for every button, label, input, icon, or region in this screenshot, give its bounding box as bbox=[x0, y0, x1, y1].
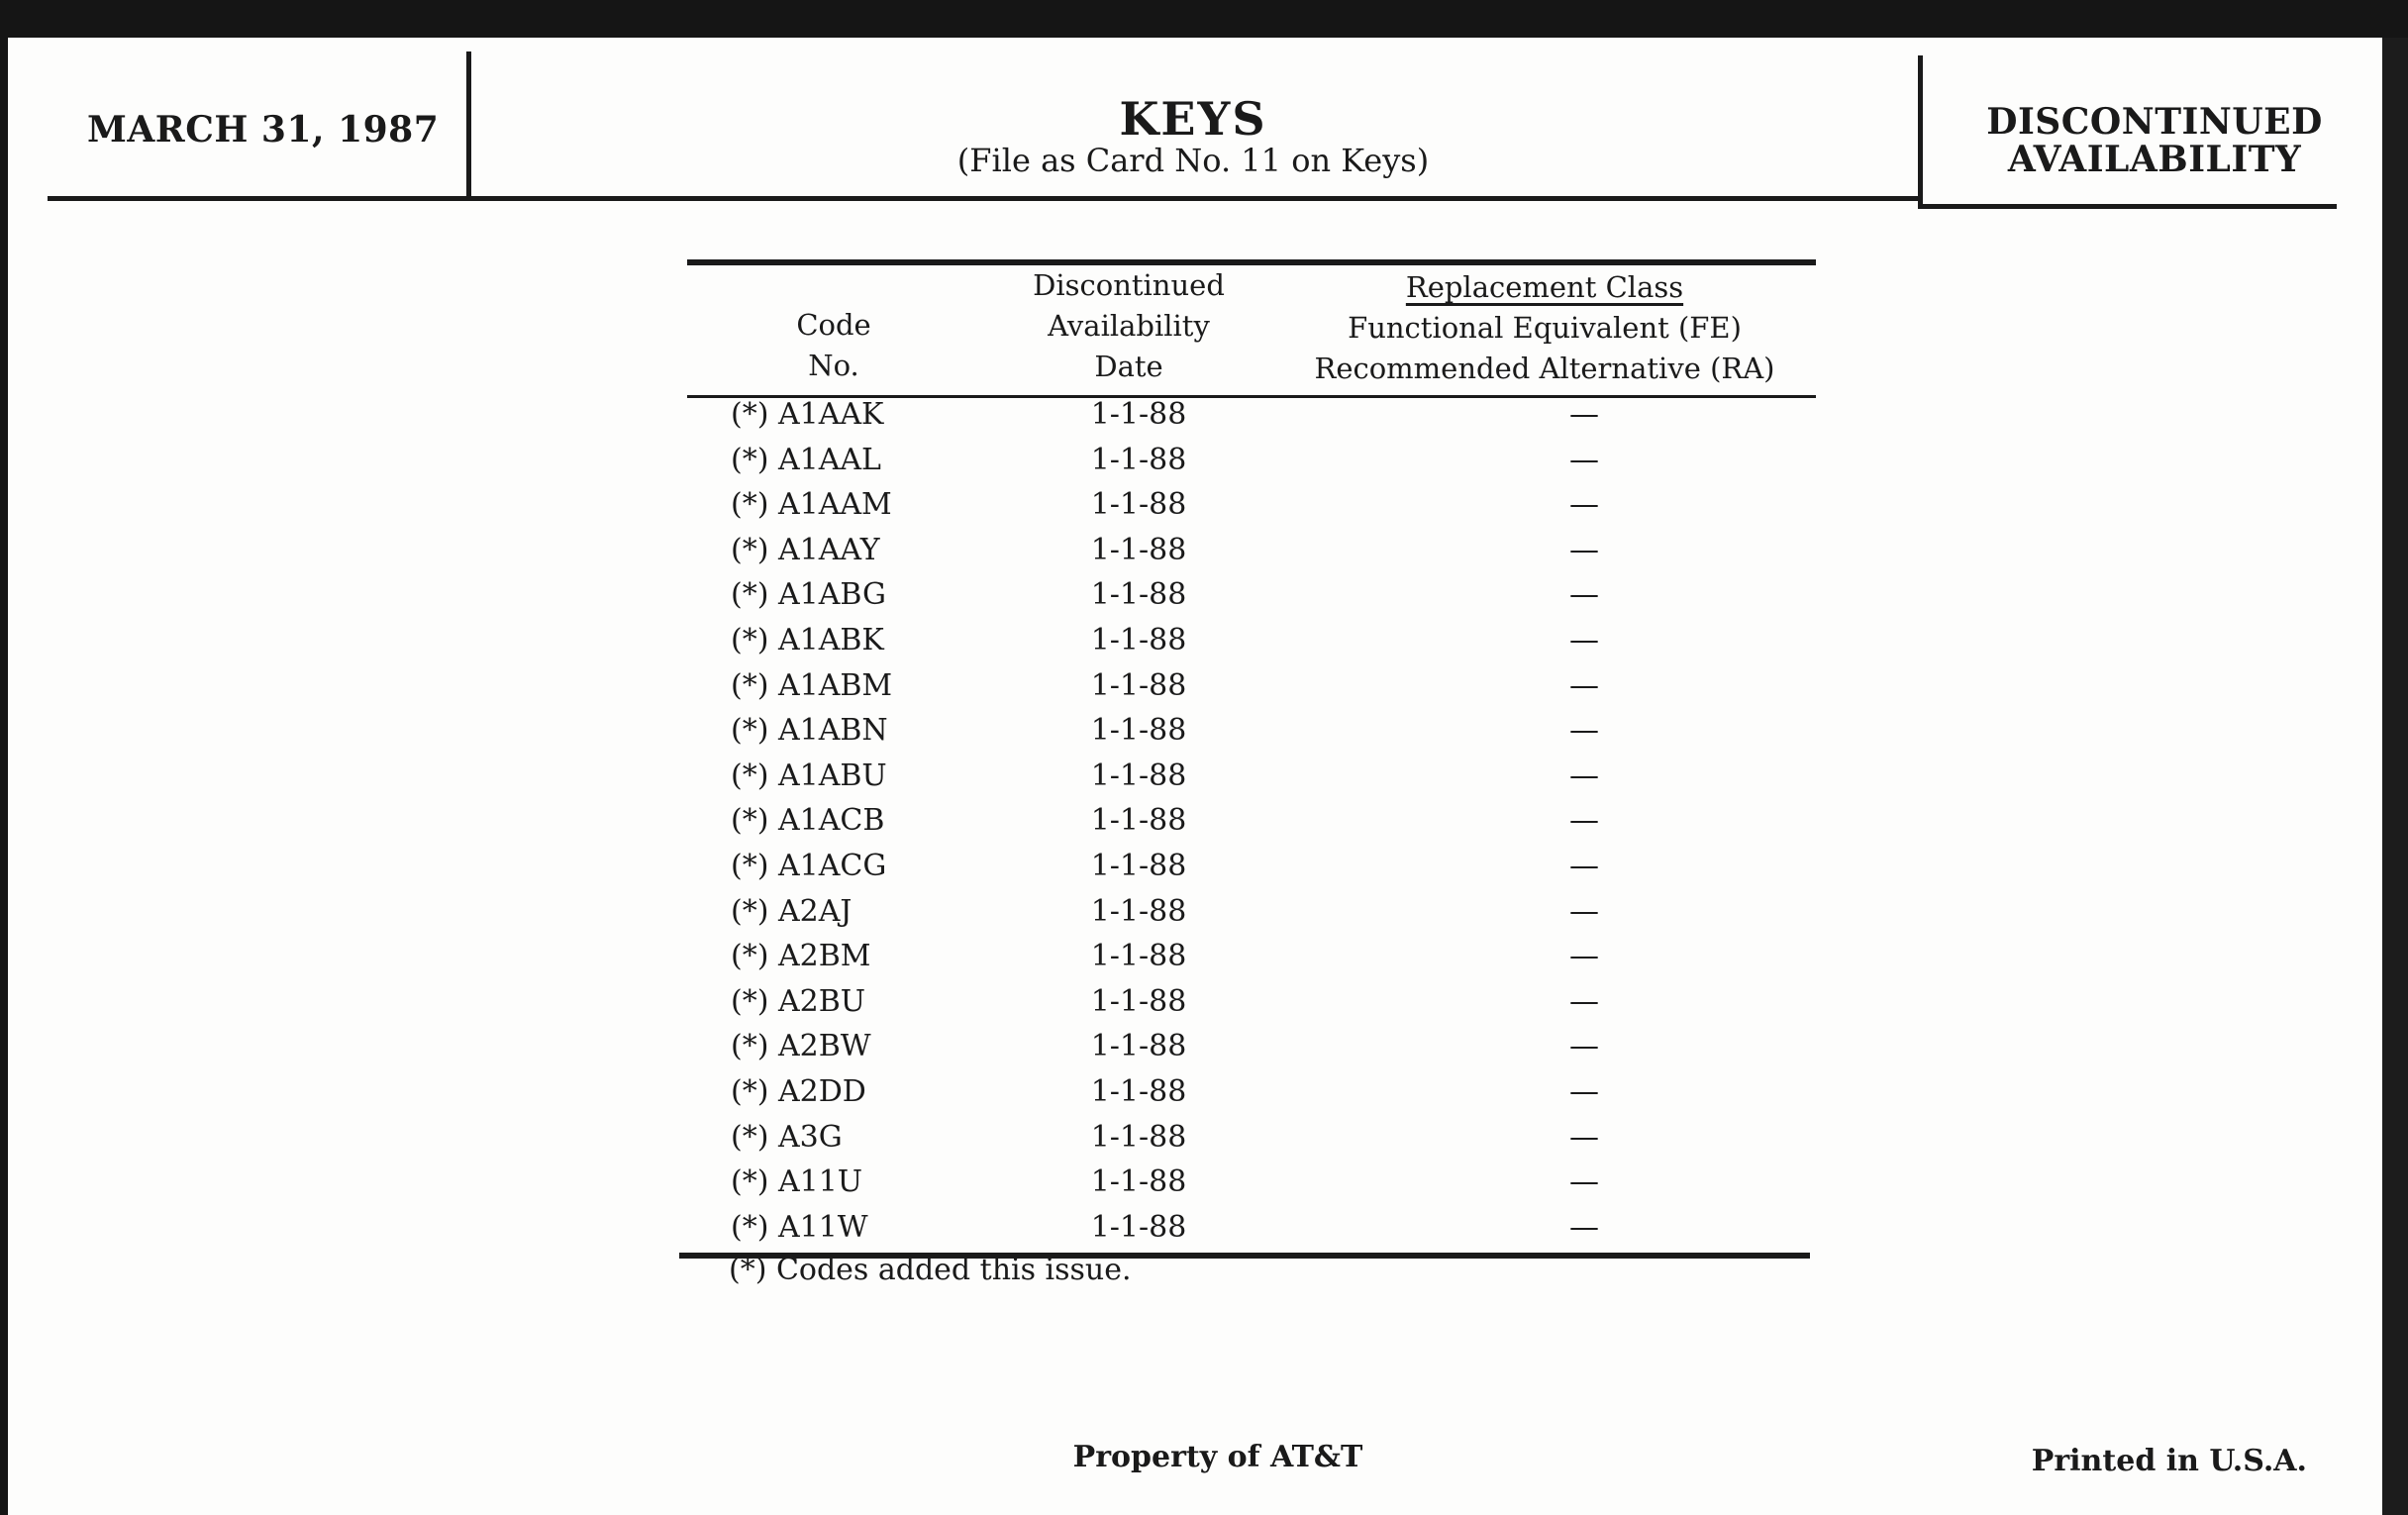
header-rule-left bbox=[48, 196, 1923, 201]
page-subtitle: (File as Card No. 11 on Keys) bbox=[956, 142, 1430, 179]
replacement-cell: — bbox=[1569, 1164, 1599, 1200]
code-cell: (*) A2BU bbox=[731, 983, 866, 1019]
column-header-code: Code No. bbox=[796, 308, 871, 382]
date-cell: 1-1-88 bbox=[1090, 487, 1187, 523]
category-label bbox=[1927, 103, 2382, 178]
date-cell: 1-1-88 bbox=[1090, 939, 1187, 974]
code-cell: (*) A2BW bbox=[731, 1029, 871, 1064]
date-cell: 1-1-88 bbox=[1090, 849, 1187, 883]
printed-notice: Printed in U.S.A. bbox=[2031, 1444, 2307, 1478]
page-title: KEYS bbox=[1119, 92, 1267, 146]
date-cell: 1-1-88 bbox=[1090, 713, 1187, 749]
date-cell: 1-1-88 bbox=[1090, 1164, 1187, 1200]
replacement-cell: — bbox=[1569, 532, 1599, 567]
date-cell: 1-1-88 bbox=[1090, 667, 1187, 703]
date-cell: 1-1-88 bbox=[1090, 397, 1187, 432]
date-cell: 1-1-88 bbox=[1090, 983, 1187, 1019]
replacement-cell: — bbox=[1569, 713, 1599, 749]
replacement-cell: — bbox=[1569, 397, 1599, 432]
date-cell: 1-1-88 bbox=[1090, 1119, 1187, 1155]
date-cell: 1-1-88 bbox=[1090, 577, 1187, 613]
date-cell: 1-1-88 bbox=[1090, 803, 1187, 839]
replacement-cell: — bbox=[1569, 983, 1599, 1019]
header-divider-right bbox=[1918, 55, 1923, 204]
code-cell: (*) A2AJ bbox=[731, 893, 853, 929]
date-cell: 1-1-88 bbox=[1090, 442, 1187, 477]
code-cell: (*) A1ACB bbox=[731, 803, 885, 839]
replacement-cell: — bbox=[1569, 849, 1599, 883]
date-cell: 1-1-88 bbox=[1090, 1074, 1187, 1109]
replacement-cell: — bbox=[1569, 1074, 1599, 1109]
date-cell: 1-1-88 bbox=[1090, 1209, 1187, 1245]
code-cell: (*) A11W bbox=[731, 1209, 868, 1245]
code-cell: (*) A1AAK bbox=[731, 397, 884, 432]
replacement-cell: — bbox=[1569, 1119, 1599, 1155]
replacement-cell: — bbox=[1569, 487, 1599, 523]
code-cell: (*) A3G bbox=[731, 1119, 843, 1155]
replacement-cell: — bbox=[1569, 623, 1599, 657]
replacement-cell: — bbox=[1569, 893, 1599, 929]
date-cell: 1-1-88 bbox=[1090, 623, 1187, 657]
code-cell: (*) A1ABM bbox=[731, 667, 893, 703]
date-cell: 1-1-88 bbox=[1090, 1029, 1187, 1064]
replacement-cell: — bbox=[1569, 939, 1599, 974]
code-cell: (*) A1AAY bbox=[731, 532, 880, 567]
code-cell: (*) A1AAL bbox=[731, 442, 881, 477]
property-notice: Property of AT&T bbox=[1072, 1440, 1363, 1474]
category-line-2: AVAILABILITY bbox=[2007, 139, 2302, 180]
code-cell: (*) A2BM bbox=[731, 939, 871, 974]
replacement-cell: — bbox=[1569, 1029, 1599, 1064]
header-rule-right bbox=[1918, 204, 2337, 209]
code-cell: (*) A1ABK bbox=[731, 623, 884, 657]
code-cell: (*) A1ABU bbox=[731, 758, 887, 793]
code-cell: (*) A2DD bbox=[731, 1074, 866, 1109]
issue-date: MARCH 31, 1987 bbox=[87, 109, 440, 151]
column-header-discontinued-date: Discontinued Availability Date bbox=[1033, 268, 1225, 383]
scan-border bbox=[2382, 38, 2408, 1515]
date-cell: 1-1-88 bbox=[1090, 893, 1187, 929]
replacement-cell: — bbox=[1569, 803, 1599, 839]
code-cell: (*) A1ABG bbox=[731, 577, 886, 613]
code-cell: (*) A1ABN bbox=[731, 713, 888, 749]
replacement-cell: — bbox=[1569, 577, 1599, 613]
date-cell: 1-1-88 bbox=[1090, 532, 1187, 567]
category-line-1: DISCONTINUED bbox=[1986, 101, 2323, 143]
date-cell: 1-1-88 bbox=[1090, 758, 1187, 793]
replacement-cell: — bbox=[1569, 442, 1599, 477]
replacement-cell: — bbox=[1569, 1209, 1599, 1245]
footnote: (*) Codes added this issue. bbox=[729, 1253, 1132, 1287]
code-cell: (*) A1ACG bbox=[731, 849, 887, 883]
column-header-replacement: Replacement Class Functional Equivalent (FE) Recommended Alternative (RA) bbox=[1314, 270, 1775, 385]
replacement-cell: — bbox=[1569, 667, 1599, 703]
replacement-cell: — bbox=[1569, 758, 1599, 793]
code-cell: (*) A1AAM bbox=[731, 487, 892, 523]
code-cell: (*) A11U bbox=[731, 1164, 863, 1200]
